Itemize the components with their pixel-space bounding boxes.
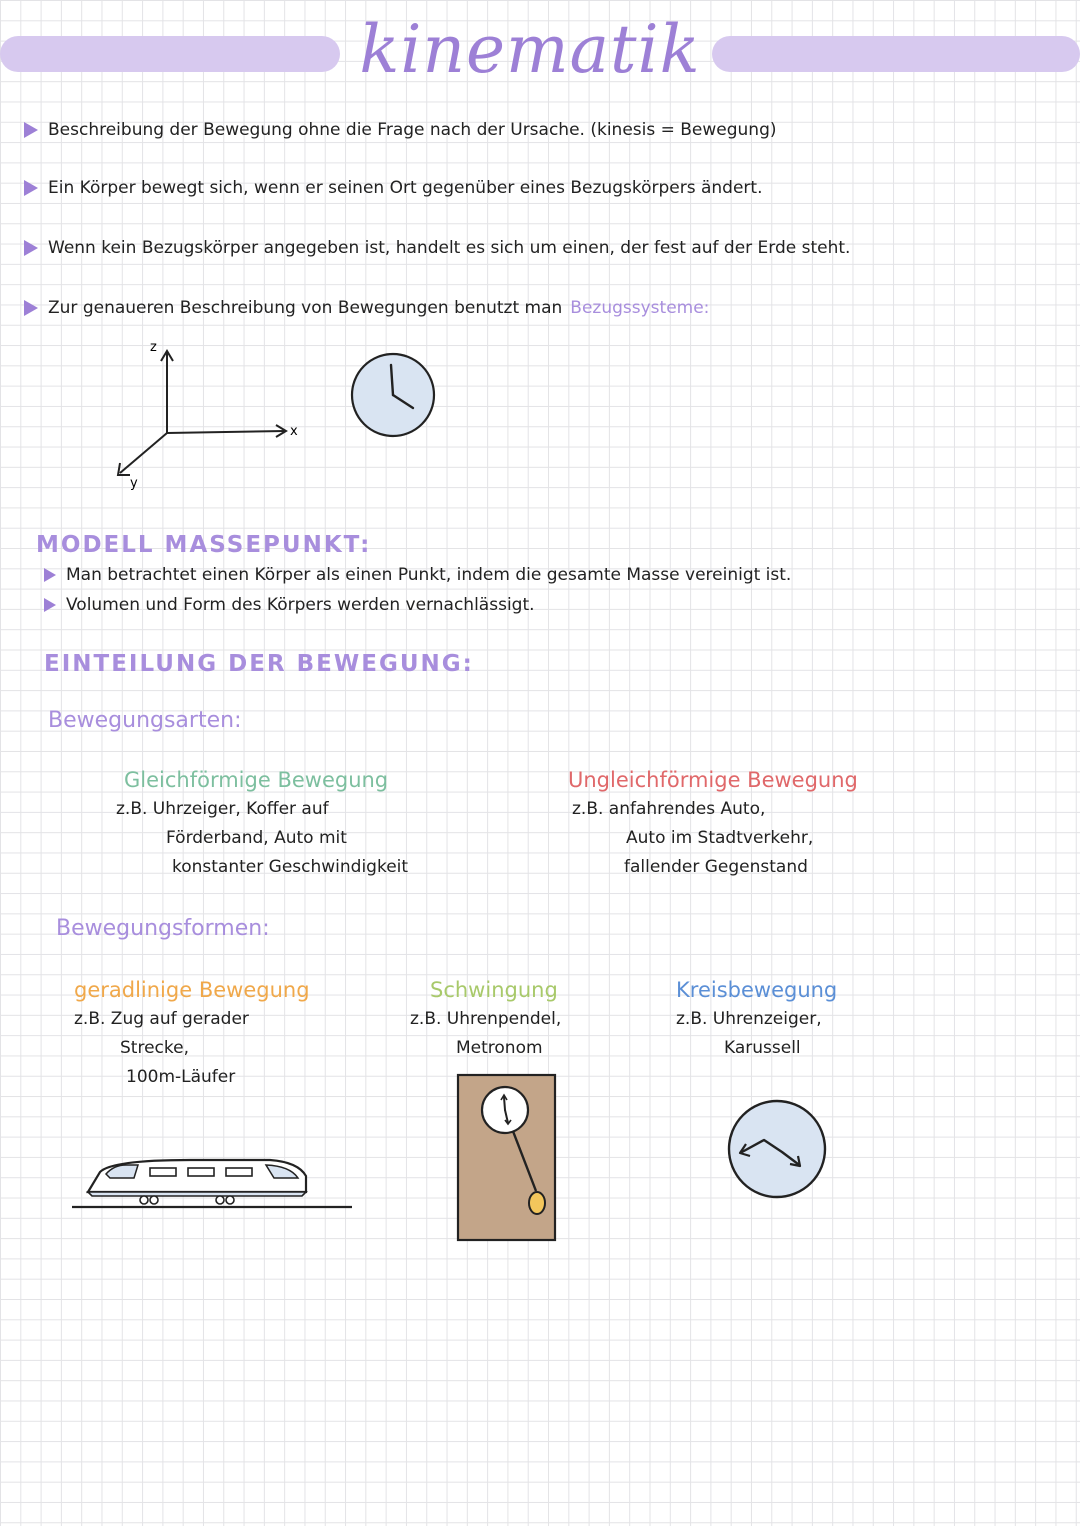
bullet-arrow-icon	[24, 180, 38, 196]
gleichfoermig-line-2: Förderband, Auto mit	[166, 828, 347, 848]
geradlinig-line-1: z.B. Zug auf gerader	[74, 1009, 249, 1029]
geradlinig-line-2: Strecke,	[120, 1038, 189, 1058]
title-band-left	[0, 36, 340, 72]
intro-bullet-text: Beschreibung der Bewegung ohne die Frage nach der Ursache. (kinesis = Bewegung)	[48, 120, 777, 140]
ungleichfoermig-group	[568, 766, 858, 882]
kreis-title: Kreisbewegung	[676, 978, 838, 1002]
title-band-right	[712, 36, 1080, 72]
intro-bullet-text: Wenn kein Bezugskörper angegeben ist, handelt es sich um einen, der fest auf der Erde steht.	[48, 238, 851, 258]
einteilung-heading: EINTEILUNG DER BEWEGUNG:	[44, 651, 474, 677]
modell-heading: MODELL MASSEPUNKT:	[36, 532, 372, 558]
intro-bullet-1	[24, 120, 777, 140]
bullet-arrow-icon	[44, 568, 56, 582]
gleichfoermig-group	[116, 766, 408, 882]
axis-label-y: y	[130, 476, 138, 491]
modell-bullet-1	[44, 565, 791, 585]
intro-bullet-2	[24, 178, 762, 198]
coordinate-axes-icon	[100, 335, 320, 495]
intro-bullet-text: Ein Körper bewegt sich, wenn er seinen Ort gegenüber eines Bezugskörpers ändert.	[48, 178, 763, 198]
intro-bullet-3	[24, 238, 850, 258]
intro-bullet-4	[24, 298, 709, 318]
axis-label-x: x	[290, 424, 298, 439]
bewegungsarten-label: Bewegungsarten:	[48, 708, 242, 733]
page-title: kinematik	[359, 11, 701, 88]
bullet-arrow-icon	[24, 300, 38, 316]
axis-label-z: z	[150, 340, 157, 355]
geradlinig-group	[74, 976, 310, 1092]
clock-icon	[350, 352, 436, 438]
bullet-arrow-icon	[44, 598, 56, 612]
schwingung-line-2: Metronom	[456, 1038, 543, 1058]
kreis-line-1: z.B. Uhrenzeiger,	[676, 1009, 822, 1029]
ungleichfoermig-line-1: z.B. anfahrendes Auto,	[572, 799, 766, 819]
bullet-arrow-icon	[24, 240, 38, 256]
metronome-icon	[456, 1073, 558, 1243]
bullet-arrow-icon	[24, 122, 38, 138]
circular-motion-icon	[726, 1098, 828, 1200]
gleichfoermig-line-3: konstanter Geschwindigkeit	[172, 857, 409, 877]
modell-bullet-text: Volumen und Form des Körpers werden vernachlässigt.	[66, 595, 535, 615]
train-icon	[70, 1150, 360, 1214]
gleichfoermig-title: Gleichförmige Bewegung	[124, 768, 389, 792]
ungleichfoermig-line-3: fallender Gegenstand	[624, 857, 808, 877]
kreis-line-2: Karussell	[724, 1038, 801, 1058]
bewegungsformen-label: Bewegungsformen:	[56, 916, 270, 941]
geradlinig-title: geradlinige Bewegung	[74, 978, 310, 1002]
modell-bullet-text: Man betrachtet einen Körper als einen Punkt, indem die gesamte Masse vereinigt ist.	[66, 565, 792, 585]
schwingung-group	[410, 976, 561, 1063]
kreis-group	[676, 976, 837, 1063]
ungleichfoermig-line-2: Auto im Stadtverkehr,	[626, 828, 814, 848]
modell-bullet-2	[44, 595, 535, 615]
schwingung-title: Schwingung	[430, 978, 558, 1002]
intro-bullet-text: Zur genaueren Beschreibung von Bewegungen benutzt man	[48, 298, 563, 318]
geradlinig-line-3: 100m-Läufer	[126, 1067, 236, 1087]
schwingung-line-1: z.B. Uhrenpendel,	[410, 1009, 562, 1029]
bezugssysteme-highlight: Bezugssysteme:	[570, 298, 710, 318]
ungleichfoermig-title: Ungleichförmige Bewegung	[568, 768, 858, 792]
gleichfoermig-line-1: z.B. Uhrzeiger, Koffer auf	[116, 799, 329, 819]
